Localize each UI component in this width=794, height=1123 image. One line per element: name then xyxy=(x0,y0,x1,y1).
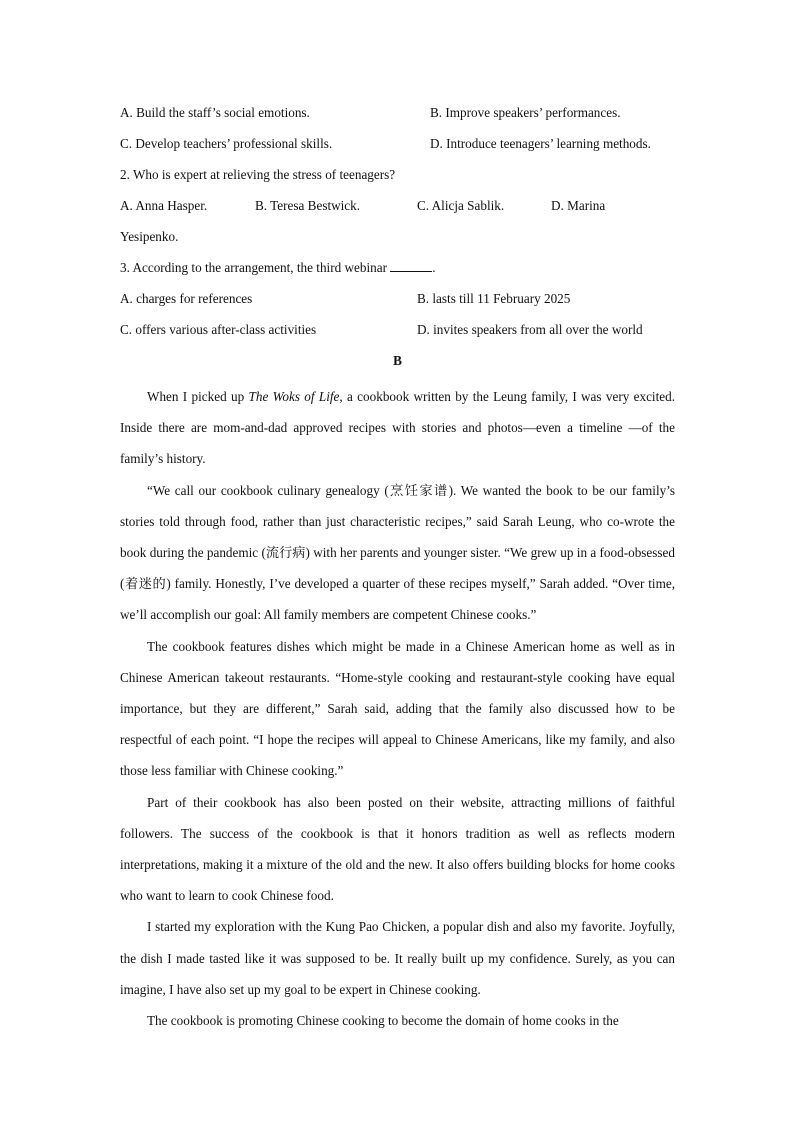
document-content xyxy=(120,102,675,1036)
q3-option-a: A. charges for references xyxy=(120,291,253,306)
passage-paragraph-5: I started my exploration with the Kung Pao Chicken, a popular dish and also my favorite. Joyfully, the dish I made tasted like it was supposed to be. It really built up my confidence. Surely, as you can imagine, I have also set up my goal to be expert in Chinese cooking. xyxy=(120,919,675,997)
question-3-stem xyxy=(120,257,675,288)
question-2-options-row xyxy=(120,195,675,226)
q3-stem-end: . xyxy=(432,260,436,275)
question-1-options-row-1 xyxy=(120,102,675,133)
q2-option-d: D. Marina xyxy=(551,198,606,213)
q1-option-b: B. Improve speakers’ performances. xyxy=(430,105,621,120)
question-3-options-row-2 xyxy=(120,319,675,350)
q3-option-b: B. lasts till 11 February 2025 xyxy=(417,291,571,306)
book-title: The Woks of Life xyxy=(248,389,340,404)
passage-paragraph-1 xyxy=(120,381,675,475)
section-title: B xyxy=(393,353,402,368)
passage-paragraph-3: The cookbook features dishes which might be made in a Chinese American home as well as in Chinese American takeout restaurants. “Home-style cooking and restaurant-style cooking have equal importance, but they are different,” Sarah said, adding that the family also discussed how to be respectful of each point. “I hope the recipes will appeal to Chinese Americans, like my family, and also those less familiar with Chinese cooking.” xyxy=(120,638,675,779)
q3-option-c: C. offers various after-class activities xyxy=(120,322,317,337)
question-2-stem: 2. Who is expert at relieving the stress of teenagers? xyxy=(120,167,396,182)
q2-option-d-continued: Yesipenko. xyxy=(120,229,179,244)
p1-start: When I picked up xyxy=(147,389,249,404)
q1-option-d: D. Introduce teenagers’ learning methods. xyxy=(430,136,651,151)
q1-option-c: C. Develop teachers’ professional skills. xyxy=(120,136,333,151)
q3-option-d: D. invites speakers from all over the world xyxy=(417,322,643,337)
q2-option-c: C. Alicja Sablik. xyxy=(417,198,505,213)
passage-paragraph-2: “We call our cookbook culinary genealogy (烹饪家谱). We wanted the book to be our family’s stories told through food, rather than just characteristic recipes,” said Sarah Leung, who co-wrote the book during the pandemic (流行病) with her parents and younger sister. “We grew up in a food-obsessed (着迷的) family. Honestly, I’ve developed a quarter of these recipes myself,” Sarah added. “Over time, we’ll accomplish our goal: All family members are competent Chinese cooks.” xyxy=(120,482,675,623)
q3-stem-text: 3. According to the arrangement, the third webinar xyxy=(120,260,387,275)
q2-option-a: A. Anna Hasper. xyxy=(120,198,208,213)
passage-paragraph-4: Part of their cookbook has also been posted on their website, attracting millions of faithful followers. The success of the cookbook is that it honors tradition as well as reflects modern interpretations, making it a mixture of the old and the new. It also offers building blocks for home cooks who want to learn to cook Chinese food. xyxy=(120,794,675,904)
question-1-options-row-2 xyxy=(120,133,675,164)
answer-blank xyxy=(390,259,432,272)
q1-option-a: A. Build the staff’s social emotions. xyxy=(120,105,310,120)
passage-paragraph-6: The cookbook is promoting Chinese cooking to become the domain of home cooks in the xyxy=(147,1013,619,1029)
reading-passage xyxy=(120,381,675,1036)
question-3-options-row-1 xyxy=(120,288,675,319)
p1-rest: , a cookbook written by the Leung family, I was very excited. Inside there are mom-and-dad approved recipes with stories and photos—even a timeline —of the family’s history. xyxy=(120,389,675,467)
q2-option-b: B. Teresa Bestwick. xyxy=(255,198,361,213)
